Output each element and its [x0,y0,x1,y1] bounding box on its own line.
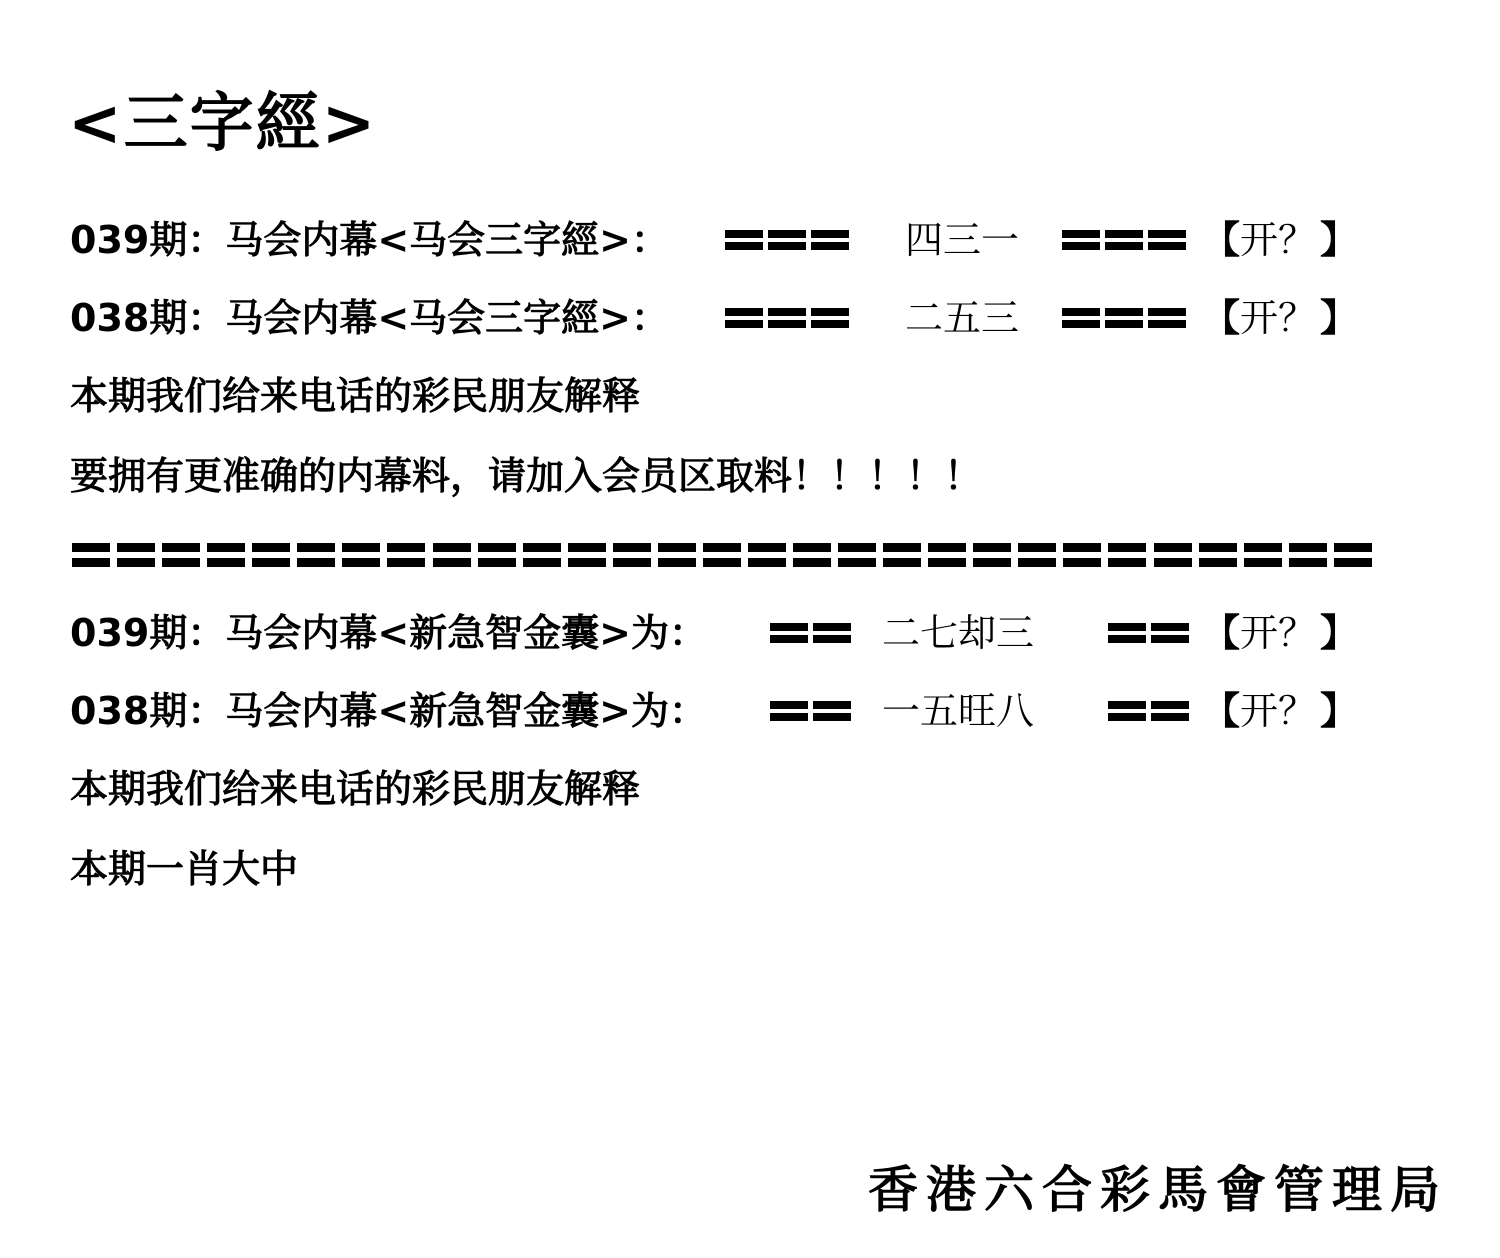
row-prefix: 038期：马会内幕<新急智金囊>为： [70,689,708,733]
dash-mark [793,543,831,567]
member-promo-note: 要拥有更准确的内幕料，请加入会员区取料！！！！！ [70,454,983,498]
dash-marker-right [1108,608,1189,658]
dash-mark [1154,543,1192,567]
dash-mark [928,543,966,567]
dash-mark [725,230,763,250]
row-prefix: 038期：马会内幕<马会三字經>： [70,296,670,340]
footer-signature: 香港六合彩馬會管理局 [868,1160,1448,1219]
period-038-row-sanzijing [70,293,1370,343]
dash-mark [770,701,808,721]
dash-mark [658,543,696,567]
dash-mark [1289,543,1327,567]
dash-mark [1151,701,1189,721]
dash-mark [252,543,290,567]
dash-mark [568,543,606,567]
row-answer: 四三一 [905,218,1020,262]
dash-mark [1018,543,1056,567]
dash-mark [811,230,849,250]
open-bracket: 【 [1202,689,1241,733]
dash-mark [1108,543,1146,567]
dash-marker-right [1108,686,1189,736]
dash-mark [768,308,806,328]
open-status: 开？ [1240,218,1317,262]
dash-marker-left [725,215,849,265]
row-answer: 二七却三 [882,611,1035,655]
dash-mark [770,623,808,643]
dash-mark [748,543,786,567]
dash-mark [297,543,335,567]
period-039-row-jinnang [70,608,1370,658]
dash-marker-left [725,293,849,343]
open-bracket: 【 [1202,218,1241,262]
dash-mark [1062,308,1100,328]
page-title: <三字經> [68,87,378,161]
open-bracket: 【 [1202,296,1241,340]
dash-mark [725,308,763,328]
dash-mark [1108,623,1146,643]
dash-mark [1334,543,1372,567]
dash-mark [1105,308,1143,328]
dash-mark [811,308,849,328]
dash-mark [1151,623,1189,643]
section-divider [72,538,1372,572]
dash-mark [768,230,806,250]
dash-mark [342,543,380,567]
dash-mark [1244,543,1282,567]
dash-mark [1148,230,1186,250]
period-038-row-jinnang [70,686,1370,736]
dash-mark [72,543,110,567]
row-answer: 二五三 [905,296,1020,340]
dash-mark [838,543,876,567]
dash-mark [973,543,1011,567]
dash-mark [613,543,651,567]
close-bracket: 】 [1320,689,1359,733]
dash-mark [813,701,851,721]
dash-marker-left [770,686,851,736]
close-bracket: 】 [1320,296,1359,340]
dash-mark [523,543,561,567]
row-prefix: 039期：马会内幕<新急智金囊>为： [70,611,708,655]
dash-mark [207,543,245,567]
row-answer: 一五旺八 [882,689,1035,733]
period-039-row-sanzijing [70,215,1370,265]
prediction-note: 本期一肖大中 [70,847,299,891]
dash-mark [162,543,200,567]
dash-mark [433,543,471,567]
open-status: 开？ [1240,689,1317,733]
dash-mark [883,543,921,567]
explanation-note: 本期我们给来电话的彩民朋友解释 [70,767,641,811]
dash-mark [1108,701,1146,721]
dash-mark [1063,543,1101,567]
dash-marker-left [770,608,851,658]
dash-marker-right [1062,293,1186,343]
open-status: 开？ [1240,296,1317,340]
dash-mark [1105,230,1143,250]
open-bracket: 【 [1202,611,1241,655]
dash-mark [703,543,741,567]
dash-mark [813,623,851,643]
explanation-note: 本期我们给来电话的彩民朋友解释 [70,374,641,418]
dash-marker-right [1062,215,1186,265]
dash-mark [1148,308,1186,328]
dash-mark [1199,543,1237,567]
close-bracket: 】 [1320,218,1359,262]
row-prefix: 039期：马会内幕<马会三字經>： [70,218,670,262]
dash-mark [478,543,516,567]
dash-mark [117,543,155,567]
open-status: 开？ [1240,611,1317,655]
dash-mark [1062,230,1100,250]
dash-mark [387,543,425,567]
close-bracket: 】 [1320,611,1359,655]
